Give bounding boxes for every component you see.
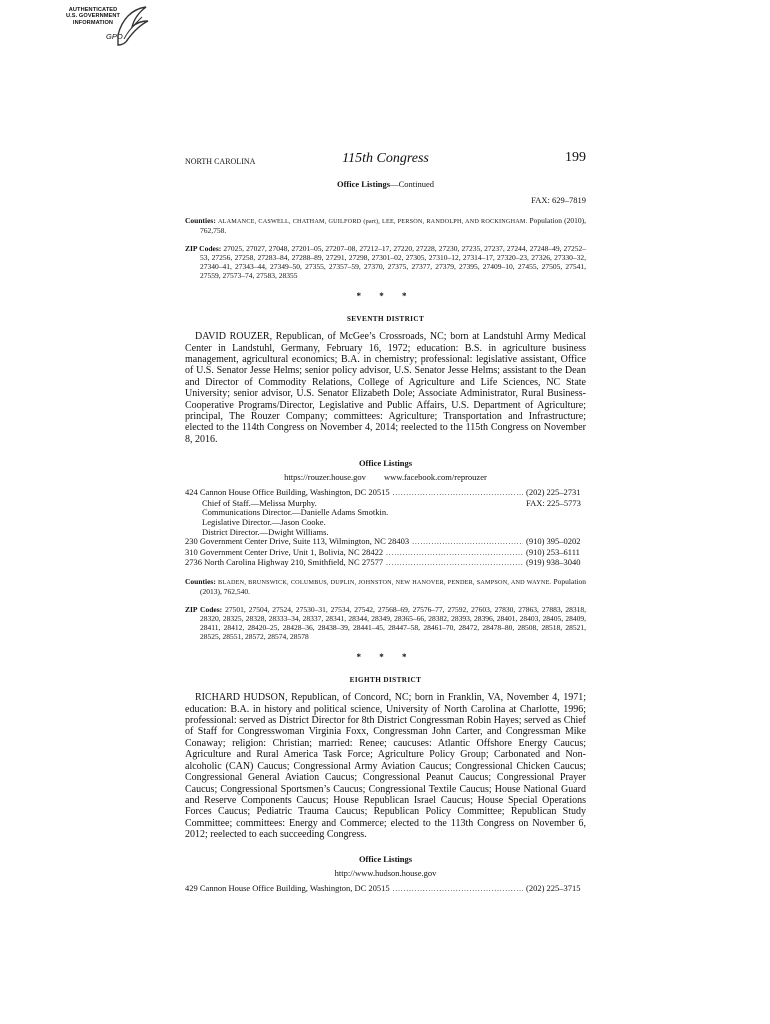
sixth-zip-codes <box>185 245 586 280</box>
section-separator: * * * <box>356 291 415 302</box>
dot-leader <box>386 549 523 559</box>
office-address: 2736 North Carolina Highway 210, Smithfield, NC 27577 <box>185 557 384 568</box>
office-row <box>185 884 586 895</box>
continued-suffix: —Continued <box>390 179 435 189</box>
seal-line: U.S. GOVERNMENT <box>65 13 121 20</box>
staff-member: District Director.—Dwight Williams. <box>202 526 329 537</box>
office-phone: (202) 225–3715 <box>526 882 581 893</box>
hudson-website-link[interactable]: http://www.hudson.house.gov <box>334 867 437 878</box>
page-number: 199 <box>565 150 586 165</box>
rouzer-website-link[interactable]: https://rouzer.house.gov <box>284 472 366 483</box>
population: Population (2010), 762,758. <box>200 216 587 235</box>
page-header <box>185 150 586 170</box>
congress-title: 115th Congress <box>342 151 429 166</box>
section-separator: * * * <box>356 652 415 663</box>
hudson-offices <box>185 884 586 895</box>
office-fax: FAX: 225–5773 <box>526 497 581 508</box>
counties-list: BLADEN, BRUNSWICK, COLUMBUS, DUPLIN, JOHNSTON, NEW HANOVER, PENDER, SAMPSON, AND WAYNE. <box>218 579 552 587</box>
zip-list: 27025, 27027, 27048, 27201–05, 27207–08, 27212–17, 27220, 27228, 27230, 27235, 27237, 27244, 27248–49, 27252–53, 27256, 27258, 27283–84, 27288–89, 27291, 27298, 27301–02, 27305, 27310–12, 27314–17, 27320–23, 27326, 27330–32, 27340–41, 27343–44, 27349–50, 27355, 27357–59, 27370, 27375, 27377, 27379, 27395, 27409–10, 27455, 27505, 27541, 27559, 27573–74, 27583, 28355 <box>200 244 587 280</box>
state-name: NORTH CAROLINA <box>185 157 256 166</box>
rouzer-office-listings-title: Office Listings <box>358 458 413 469</box>
dot-leader <box>386 559 523 569</box>
rouzer-links <box>185 472 586 482</box>
directory-page <box>185 150 586 894</box>
office-phone: (202) 225–2731 <box>526 487 581 498</box>
staff-member: Chief of Staff.—Melissa Murphy. <box>202 497 317 508</box>
continued-title: Office Listings <box>336 179 391 189</box>
rouzer-facebook-link[interactable]: www.facebook.com/reprouzer <box>383 472 487 483</box>
office-address: 424 Cannon House Office Building, Washington, DC 20515 <box>185 487 390 498</box>
dot-leader <box>393 489 523 499</box>
counties-label: Counties: <box>185 577 216 587</box>
zip-label: ZIP Codes: <box>185 244 222 254</box>
zip-label: ZIP Codes: <box>185 605 223 615</box>
seventh-district-heading: SEVENTH DISTRICT <box>346 315 425 324</box>
eighth-district-heading: EIGHTH DISTRICT <box>349 676 422 685</box>
office-address: 429 Cannon House Office Building, Washington, DC 20515 <box>185 882 390 893</box>
hudson-links <box>185 868 586 878</box>
seal-line: AUTHENTICATED <box>68 7 118 13</box>
counties-label: Counties: <box>185 216 216 225</box>
sixth-counties <box>185 217 586 235</box>
hudson-office-listings-title: Office Listings <box>358 853 413 864</box>
office-row <box>185 558 586 569</box>
rouzer-biography: DAVID ROUZER, Republican, of McGee’s Crossroads, NC; born at Landstuhl Army Medical Center in Landstuhl, Germany, February 16, 1972; education: B.S. in agriculture business management, agricultural economics; B.A. in chemistry; professional: legislative assistant, Office of U.S. Senator Jesse Helms; senior policy advisor, U.S. Senator Jesse Helms; assistant to the Dean and Director of Commodity Relations, College of Agriculture and Life Sciences, NC State University; senior advisor, U.S. Senator Elizabeth Dole; Associate Administrator, Rural Business-Cooperative Programs/Director, Legislative and Public Affairs, U.S. Department of Agriculture; principal, The Rouzer Company; committees: Agriculture; Transportation and Infrastructure; elected to the 114th Congress on November 4, 2014; reelected to the 115th Congress on November 8, 2016. <box>185 331 586 445</box>
office-phone: (919) 938–3040 <box>526 557 581 568</box>
staff-member: Communications Director.—Danielle Adams Smotkin. <box>202 507 389 518</box>
eagle-icon <box>114 5 150 47</box>
office-phone: (910) 395–0202 <box>526 536 581 547</box>
population: Population (2013), 762,540. <box>200 577 586 596</box>
gpo-authentication-seal <box>62 5 148 49</box>
seventh-counties <box>185 578 586 596</box>
office-phone: (910) 253–6111 <box>526 546 580 557</box>
office-address: 230 Government Center Drive, Suite 113, Wilmington, NC 28403 <box>185 536 410 547</box>
continued-heading <box>185 179 586 189</box>
rouzer-offices <box>185 488 586 569</box>
previous-fax: FAX: 629–7819 <box>531 195 586 205</box>
counties-list: ALAMANCE, CASWELL, CHATHAM, GUILFORD (part), LEE, PERSON, RANDOLPH, AND ROCKINGHAM. <box>217 218 528 225</box>
zip-list: 27501, 27504, 27524, 27530–31, 27534, 27542, 27568–69, 27576–77, 27592, 27603, 27830, 27863, 27883, 28318, 28320, 28325, 28328, 28333–34, 28337, 28341, 28344, 28349, 28365–66, 28382, 28393, 28396, 28401, 28403, 28405, 28409, 28411, 28412, 28420–25, 28428–36, 28438–39, 28441–45, 28447–58, 28461–70, 28472, 28478–80, 28508, 28518, 28521, 28525, 28551, 28572, 28574, 28578 <box>200 605 587 641</box>
dot-leader <box>412 538 523 548</box>
staff-member: Legislative Director.—Jason Cooke. <box>202 517 326 528</box>
seventh-zip-codes <box>185 606 586 641</box>
seal-gpo-mark: GPO <box>106 32 123 41</box>
office-address: 310 Government Center Drive, Unit 1, Bolivia, NC 28422 <box>185 546 384 557</box>
dot-leader <box>393 885 523 895</box>
hudson-biography: RICHARD HUDSON, Republican, of Concord, NC; born in Franklin, VA, November 4, 1971; education: B.A. in history and political science, University of North Carolina at Charlotte, 1996; professional: served as District Director for 8th District Congressman Robin Hayes; served as Chief of Staff for Congresswoman Virginia Foxx, Congressman John Carter, and Congressman Mike Conaway; religion: Christian; married: Renee; caucuses: Atlantic Offshore Energy Caucus; Agriculture and Rural America Task Force; Agriculture Policy Group; Carbonated and Non-alcoholic (CAN) Caucus; Congressional Army Aviation Caucus; Congressional Chicken Caucus; Congressional General Aviation Caucus; Congressional Peanut Caucus; Congressional Prayer Caucus; Congressional Sportsmen’s Caucus; Congressional Textile Caucus; House National Guard and Reserve Components Caucus; House Republican Israel Caucus; House Special Operations Forces Caucus; Pediatric Trauma Caucus; Republican Policy Committee; Republican Study Committee; committees: Energy and Commerce; elected to the 113th Congress on November 6, 2012; reelected to each succeeding Congress. <box>185 692 586 841</box>
seal-line: INFORMATION <box>72 19 114 26</box>
